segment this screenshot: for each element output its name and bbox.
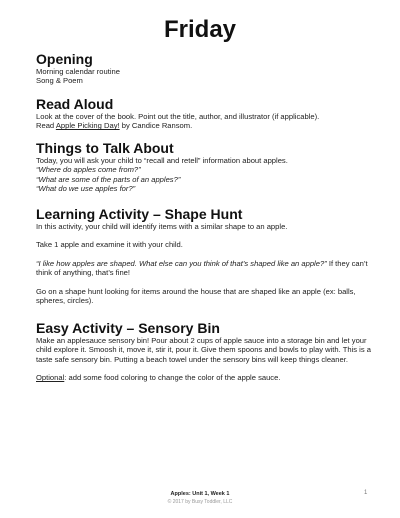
read-aloud-heading: Read Aloud: [36, 96, 114, 112]
shape-hunt-paragraph: Go on a shape hunt looking for items around the house that are shaped like an apple (ex: balls, spheres, circles).: [36, 286, 356, 306]
sensory-bin-heading: Easy Activity – Sensory Bin: [36, 320, 220, 336]
shape-hunt-paragraph: In this activity, your child will identify items with a similar shape to an apple.: [36, 222, 288, 231]
opening-heading: Opening: [36, 51, 93, 67]
shape-hunt-rest: If they can’t think of anything, that’s fine!: [36, 258, 368, 278]
talk-about-heading: Things to Talk About: [36, 140, 174, 156]
sensory-bin-paragraph: Make an applesauce sensory bin! Pour about 2 cups of apple sauce into a storage bin and let your child explore it. Smoosh it, move it, stir it, pour it. Give them spoons and bowls to play with. This is a taste safe sensory bin. Putting a beach towel under the sensory bins will keep things cleaner.: [36, 336, 371, 364]
opening-section: [36, 51, 372, 86]
shape-hunt-heading: Learning Activity – Shape Hunt: [36, 206, 243, 222]
shape-hunt-section: [36, 206, 372, 305]
optional-label: Optional: [36, 373, 65, 383]
read-prefix: Read: [36, 121, 56, 131]
talk-about-intro: Today, you will ask your child to “recall and retell” information about apples.: [36, 156, 288, 165]
read-aloud-line: [36, 121, 372, 130]
shape-hunt-paragraph: [36, 259, 372, 278]
read-aloud-section: [36, 96, 372, 131]
talk-question: “What do we use apples for?”: [36, 184, 136, 194]
opening-line: Morning calendar routine: [36, 67, 121, 76]
page-title: Friday: [163, 16, 237, 43]
talk-question: “What are some of the parts of an apples?”: [36, 174, 181, 184]
book-title: Apple Picking Day!: [55, 121, 120, 131]
read-suffix: by Candice Ransom.: [119, 121, 193, 131]
read-aloud-line: Look at the cover of the book. Point out the title, author, and illustrator (if applicable).: [36, 112, 320, 121]
talk-about-section: [36, 140, 372, 194]
opening-line: Song & Poem: [36, 76, 83, 86]
shape-hunt-paragraph: Take 1 apple and examine it with your child.: [36, 240, 183, 250]
optional-text: : add some food coloring to change the color of the apple sauce.: [64, 373, 281, 383]
page-number: 1: [364, 490, 368, 496]
talk-question: “Where do apples come from?”: [36, 165, 141, 175]
sensory-bin-optional: [36, 373, 372, 382]
sensory-bin-section: [36, 320, 372, 383]
footer-copyright: © 2017 by Busy Toddler, LLC: [167, 499, 233, 505]
shape-hunt-quote: “I like how apples are shaped. What else can you think of that’s shaped like an apple?”: [36, 258, 327, 268]
footer-title: Apples: Unit 1, Week 1: [170, 491, 230, 497]
